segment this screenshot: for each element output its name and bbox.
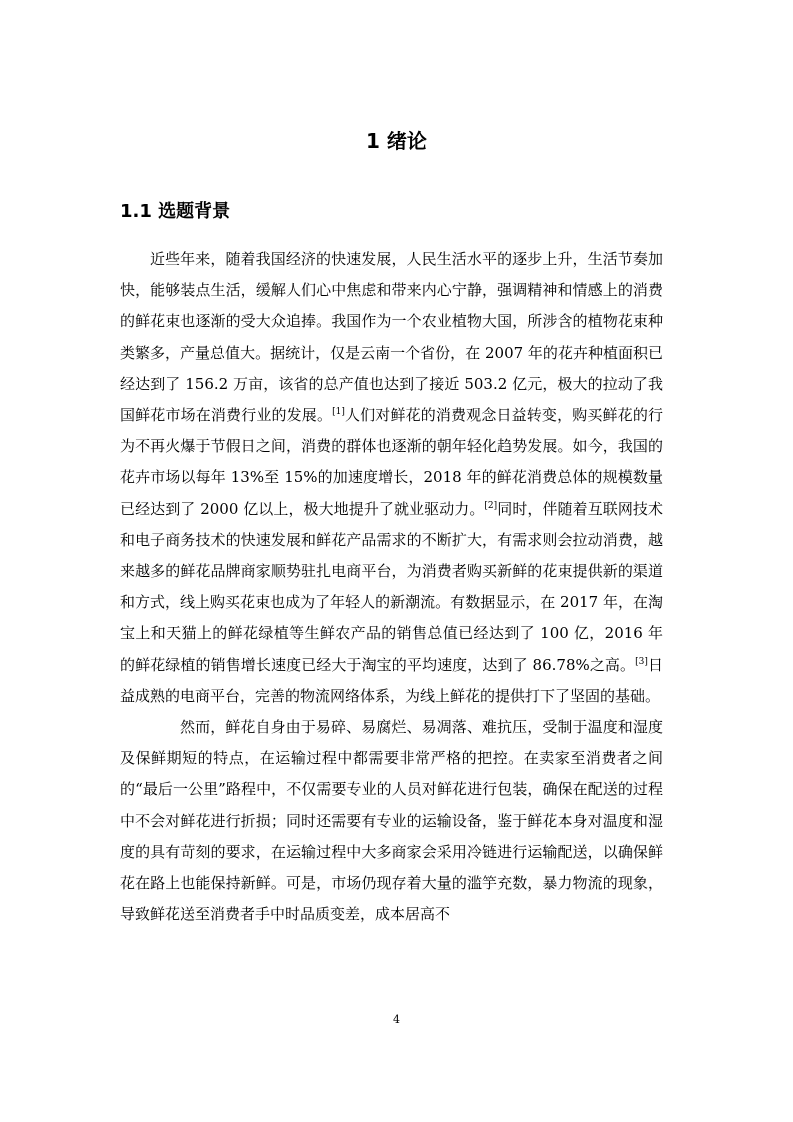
citation-marker: [2]: [484, 500, 498, 511]
section-title: 1.1 选题背景: [120, 201, 231, 222]
paragraph-text: 然而，鲜花自身由于易碎、易腐烂、易凋落、难抗压，受制于温度和湿度及保鲜期短的特点，在运输过程中都需要非常严格的把控。在卖家至消费者之间的“最后一公里”路程中，不仅需要专业的人员对鲜花进行包装，确保在配送的过程中不会对鲜花进行折损；同时还需要有专业的运输设备，鉴于鲜花本身对温度和湿度的具有苛刻的要求，在运输过程中大多商家会采用冷链进行运输配送，以确保鲜花在路上也能保持新鲜。可是，市场仍现存着大量的滥竽充数，暴力物流的现象，导致鲜花送至消费者手中时品质变差，成本居高不: [120, 718, 663, 924]
body-text: [120, 244, 663, 930]
paragraph-text: 近些年来，随着我国经济的快速发展，人民生活水平的逐步上升，生活节奏加快，能够装点生活，缓解人们心中焦虑和带来内心宁静，强调精神和情感上的消费的鲜花束也逐渐的受大众追捧。我国作为一个农业植物大国，所涉含的植物花束种类繁多，产量总值大。据统计，仅是云南一个省份，在 2007 年的花卉种植面积已经达到了 156.2 万亩，该省的总产值也达到了接近 503.2 亿元，极大的拉动了我国鲜花市场在消费行业的发展。: [120, 250, 663, 425]
paragraph: [120, 712, 663, 930]
paragraph-text: 人们对鲜花的消费观念日益转变，购买鲜花的行为不再火爆于节假日之间，消费的群体也逐渐的朝年轻化趋势发展。如今，我国的花卉市场以每年 13%至 15%的加速度增长，2018 年的鲜花消费总体的规模数量已经达到了 2000 亿以上，极大地提升了就业驱动力。: [120, 406, 663, 518]
paragraph-text: 日益成熟的电商平台，完善的物流网络体系，为线上鲜花的提供打下了坚固的基础。: [120, 655, 663, 705]
paragraph-text: 同时，伴随着互联网技术和电子商务技术的快速发展和鲜花产品需求的不断扩大，有需求则会拉动消费，越来越多的鲜花品牌商家顺势驻扎电商平台，为消费者购买新鲜的花束提供新的渠道和方式，线上购买花束也成为了年轻人的新潮流。有数据显示，在 2017 年，在淘宝上和天猫上的鲜花绿植等生鲜农产品的销售总值已经达到了 100 亿，2016 年的鲜花绿植的销售增长速度已经大于淘宝的平均速度，达到了 86.78%之高。: [120, 499, 663, 674]
paragraph: [120, 244, 663, 712]
chapter-title: 1 绪论: [366, 129, 427, 153]
page-number: 4: [393, 1013, 400, 1026]
citation-marker: [1]: [332, 407, 345, 418]
citation-marker: [3]: [635, 656, 648, 667]
